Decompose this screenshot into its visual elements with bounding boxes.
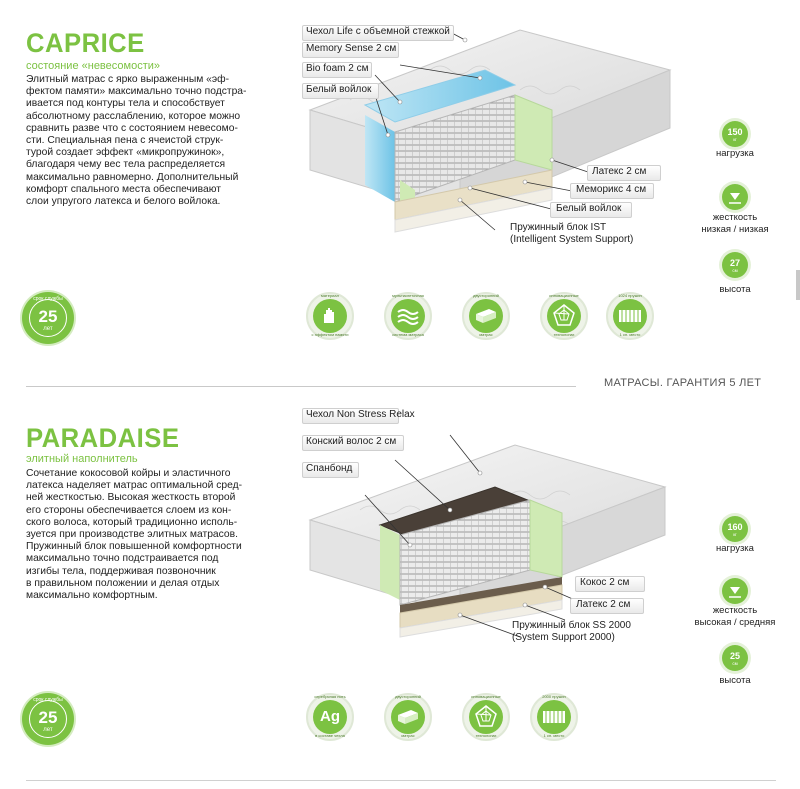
layer-label-latex: Латекс 2 см <box>576 599 631 610</box>
layer-label-spring-block-desc: (System Support 2000) <box>512 632 615 643</box>
wave-layers-icon: мультиклеточная система матраса <box>384 292 432 340</box>
edge-marker <box>796 270 800 300</box>
spec-height-label: высота <box>719 284 751 295</box>
layer-label-memorix: Меморикс 4 см <box>576 184 647 195</box>
layer-label-felt-bottom: Белый войлок <box>556 203 622 214</box>
height-icon: 27 см <box>722 252 748 278</box>
spec-firmness-value: низкая / низкая <box>701 224 769 235</box>
warranty-badge: срок службы 25 лет <box>22 292 74 344</box>
product-caprice <box>0 0 800 390</box>
star-web-icon: инновационные технологии <box>462 693 510 741</box>
hand-icon: материал с эффектом памяти <box>306 292 354 340</box>
firmness-icon <box>722 184 748 210</box>
spec-load-label: нагрузка <box>716 543 754 554</box>
spec-firmness-value: высокая / средняя <box>694 617 776 628</box>
two-sided-icon: двусторонний матрас <box>462 292 510 340</box>
layer-label-memory-sense: Memory Sense 2 см <box>306 43 397 54</box>
layer-label-latex: Латекс 2 см <box>592 166 647 177</box>
layer-label-spring-block: Пружинный блок SS 2000 <box>512 620 631 631</box>
product-description: Сочетание кокосовой койры и эластичного латекса наделяет матрас оптимальной сред- ней жесткостью. Высокая жесткость второй его стороны обеспечивается слоем из кон- ского волоса, который традиционно исполь- зуется при производстве элитных матрасов. Пружинный блок повышенной комфортности максимально точно подстраивается под изгибы тела, поддерживая позвоночник в правильном положении и делая отдых максимально комфортным. <box>26 468 243 602</box>
spec-load-label: нагрузка <box>716 148 754 159</box>
layer-label-spunbond: Спанбонд <box>306 463 353 474</box>
spec-firmness-label: жесткость <box>712 212 758 223</box>
firmness-icon <box>722 578 748 604</box>
product-subtitle: элитный наполнитель <box>26 453 138 465</box>
spring-block-icon: 2000 пружин 1 сп. место <box>530 693 578 741</box>
weight-icon: 150 кг <box>722 121 748 147</box>
product-description: Элитный матрас с ярко выраженным «эф- фектом памяти» максимально точно подстра- ивается под контуры тела и способствует абсолютному расслаблению, которое можно сравнить разве что с состоянием невесомо- сти. Специальная пена с ячеистой струк- турой создает эффект «микропружинок», благодаря чему вес тела распределяется максимально равномерно. Дополнительный комфорт спального места обеспечивают слои упругого латекса и белого войлока. <box>26 74 247 208</box>
product-title: CAPRICE <box>26 28 145 58</box>
section-divider <box>26 386 576 387</box>
spec-height-label: высота <box>719 675 751 686</box>
two-sided-icon: двусторонний матрас <box>384 693 432 741</box>
layer-label-coconut: Кокос 2 см <box>580 577 630 588</box>
layer-label-cover: Чехол Non Stress Relax <box>306 409 415 420</box>
ag-icon: серебряная нить Ag в составе чехла <box>306 693 354 741</box>
layer-label-cover: Чехол Life с объемной стежкой <box>306 26 450 37</box>
layer-label-spring-block: Пружинный блок IST <box>510 222 607 233</box>
spring-block-icon: 1024 пружин 1 сп. место <box>606 292 654 340</box>
mattress-cross-section-illustration <box>300 415 675 655</box>
layer-label-bio-foam: Bio foam 2 см <box>306 63 369 74</box>
weight-icon: 160 кг <box>722 516 748 542</box>
star-web-icon: инновационные технологии <box>540 292 588 340</box>
ag-symbol: Ag <box>320 708 340 725</box>
layer-label-horsehair: Конский волос 2 см <box>306 436 397 447</box>
spec-firmness-label: жесткость <box>712 605 758 616</box>
bottom-rule <box>26 780 776 781</box>
product-title: PARADAISE <box>26 423 180 453</box>
product-paradaise <box>0 395 800 789</box>
height-icon: 25 см <box>722 645 748 671</box>
product-subtitle: состояние «невесомости» <box>26 60 160 72</box>
warranty-badge: срок службы 25 лет <box>22 693 74 745</box>
layer-label-spring-block-desc: (Intelligent System Support) <box>510 234 634 245</box>
layer-label-felt: Белый войлок <box>306 84 372 95</box>
guarantee-caption: МАТРАСЫ. ГАРАНТИЯ 5 ЛЕТ <box>604 377 762 389</box>
